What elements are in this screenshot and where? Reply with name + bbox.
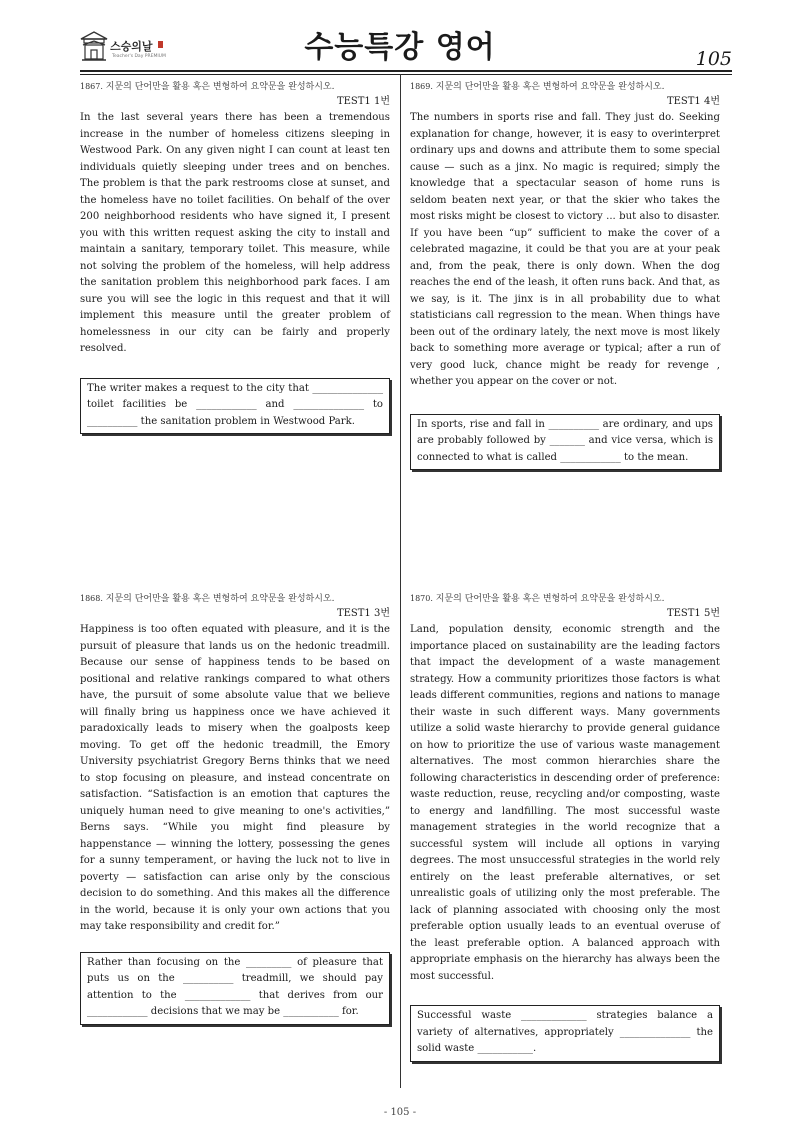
instruction-text: 지문의 단어만을 활용 혹은 변형하여 요약문을 완성하시오. <box>105 82 335 92</box>
question-1869 <box>410 80 720 470</box>
passage-text: The numbers in sports rise and fall. They just do. Seeking explanation for change, however, it is easy to overinterpret ordinary ups and downs and attribute them to some special cause — such as a jinx. No magic is required; simply the knowledge that a spectacular season of home runs is seldom beaten next year, or that the skier who takes the most risks might be closest to victory ... but also to disaster. If you have been “up” sufficient to make the cover of a celebrated magazine, it could be that you are at your peak and, from the peak, there is only down. When the dog reaches the end of the leash, it often runs back. And that, as we say, is it. The jinx is in all probability due to what statisticians call regression to the mean. When things have been out of the ordinary lately, the next move is most likely back to something more average or typical; after a run of very good luck, chance might be ready for revenge , whether you appear on the cover or not. <box>410 112 720 387</box>
question-1867 <box>80 80 390 434</box>
page-footer: - 105 - <box>383 1107 417 1118</box>
page-title: 수능특강 영어 <box>304 30 496 65</box>
summary-box: The writer makes a request to the city that ______________ toilet facilities be ____________ and ______________ to __________ the sanitation problem in Westwood Park. <box>80 378 390 435</box>
passage-text: Happiness is too often equated with pleasure, and it is the pursuit of pleasure that lands us on the hedonic treadmill. Because our sense of happiness tends to be based on positional and relative rankings compared to what others have, the pursuit of some absolute value that we believe will finally bring us happiness once we have achieved it paradoxically leads to misery when the goalposts keep moving. To get off the hedonic treadmill, the Emory University psychiatrist Gregory Berns thinks that we need to stop focusing on pleasure, and instead concentrate on satisfaction. “Satisfaction is an emotion that captures the uniquely human need to give meaning to one's activities,” Berns says. “While you might find pleasure by happenstance — winning the lottery, possessing the genes for a sunny temperament, or having the luck not to live in poverty — satisfaction can arise only by the conscious decision to do something. And this makes all the difference in the world, because it is only your own actions that you may take responsibility and credit for.” <box>80 624 390 932</box>
question-instruction <box>80 80 390 94</box>
question-number: 1868. <box>80 594 103 603</box>
question-number: 1870. <box>410 594 433 603</box>
logo-tagline: Teacher's Day PREMIUM <box>112 54 166 59</box>
question-instruction <box>80 592 390 606</box>
question-number: 1867. <box>80 82 103 91</box>
header-page-number: 105 <box>695 48 732 70</box>
question-number: 1869. <box>410 82 433 91</box>
test-label: TEST1 4번 <box>666 96 720 107</box>
summary-box: In sports, rise and fall in __________ are ordinary, and ups are probably followed by _______ and vice versa, which is connected to what is called ____________ to the mean. <box>410 414 720 471</box>
test-label: TEST1 3번 <box>336 608 390 619</box>
question-1868 <box>80 592 390 1025</box>
summary-box: Rather than focusing on the _________ of pleasure that puts us on the __________ treadmill, we should pay attention to the _____________ that derives from our ____________ decisions that we may be ___________ for. <box>80 952 390 1025</box>
logo-brand-text: 스승의날 <box>110 40 153 53</box>
question-1870 <box>410 592 720 1062</box>
summary-box: Successful waste _____________ strategies balance a variety of alternatives, appropriately ______________ the solid waste ___________. <box>410 1005 720 1062</box>
passage-text: In the last several years there has been a tremendous increase in the number of homeless citizens sleeping in Westwood Park. On any given night I can count at least ten individuals quietly sleeping under trees and on benches. The problem is that the park restrooms close at sunset, and the homeless have no toilet facilities. On behalf of the over 200 neighborhood residents who have signed it, I present you with this written request asking the city to install and maintain a sanitary, temporary toilet. This measure, while not solving the problem of the homeless, will help address the sanitation problem this neighborhood park faces. I am sure you will see the logic in this request and that it will implement this measure until the greater problem of homelessness in our city can be fairly and properly resolved. <box>80 112 390 354</box>
column-divider <box>400 74 401 1088</box>
page-header <box>0 0 800 80</box>
header-rule <box>80 70 732 75</box>
passage-text: Land, population density, economic strength and the importance placed on sustainability are the leading factors that impact the development of a waste management strategy. How a community prioritizes those factors is what leads different communities, regions and nations to manage their waste in such different ways. Many governments utilize a solid waste hierarchy to provide general guidance on how to prioritize the use of various waste management alternatives. The most common hierarchies share the following characteristics in descending order of preference: waste reduction, reuse, recycling and/or composting, waste to energy and landfilling. The most successful waste management strategies in the world recognize that a successful system will include all options in varying degrees. The most unsuccessful strategies in the world rely entirely on the least preferable alternatives, or set unrealistic goals of utilizing only the most preferable. The lack of planning associated with choosing only the most preferable option usually leads to an eventual overuse of the least preferable option. A balanced approach with appropriate emphasis on the hierarchy has always been the most successful. <box>410 624 720 982</box>
question-instruction <box>410 592 720 606</box>
instruction-text: 지문의 단어만을 활용 혹은 변형하여 요약문을 완성하시오. <box>105 594 335 604</box>
test-label: TEST1 5번 <box>666 608 720 619</box>
instruction-text: 지문의 단어만을 활용 혹은 변형하여 요약문을 완성하시오. <box>435 82 665 92</box>
instruction-text: 지문의 단어만을 활용 혹은 변형하여 요약문을 완성하시오. <box>435 594 665 604</box>
question-instruction <box>410 80 720 94</box>
test-label: TEST1 1번 <box>336 96 390 107</box>
